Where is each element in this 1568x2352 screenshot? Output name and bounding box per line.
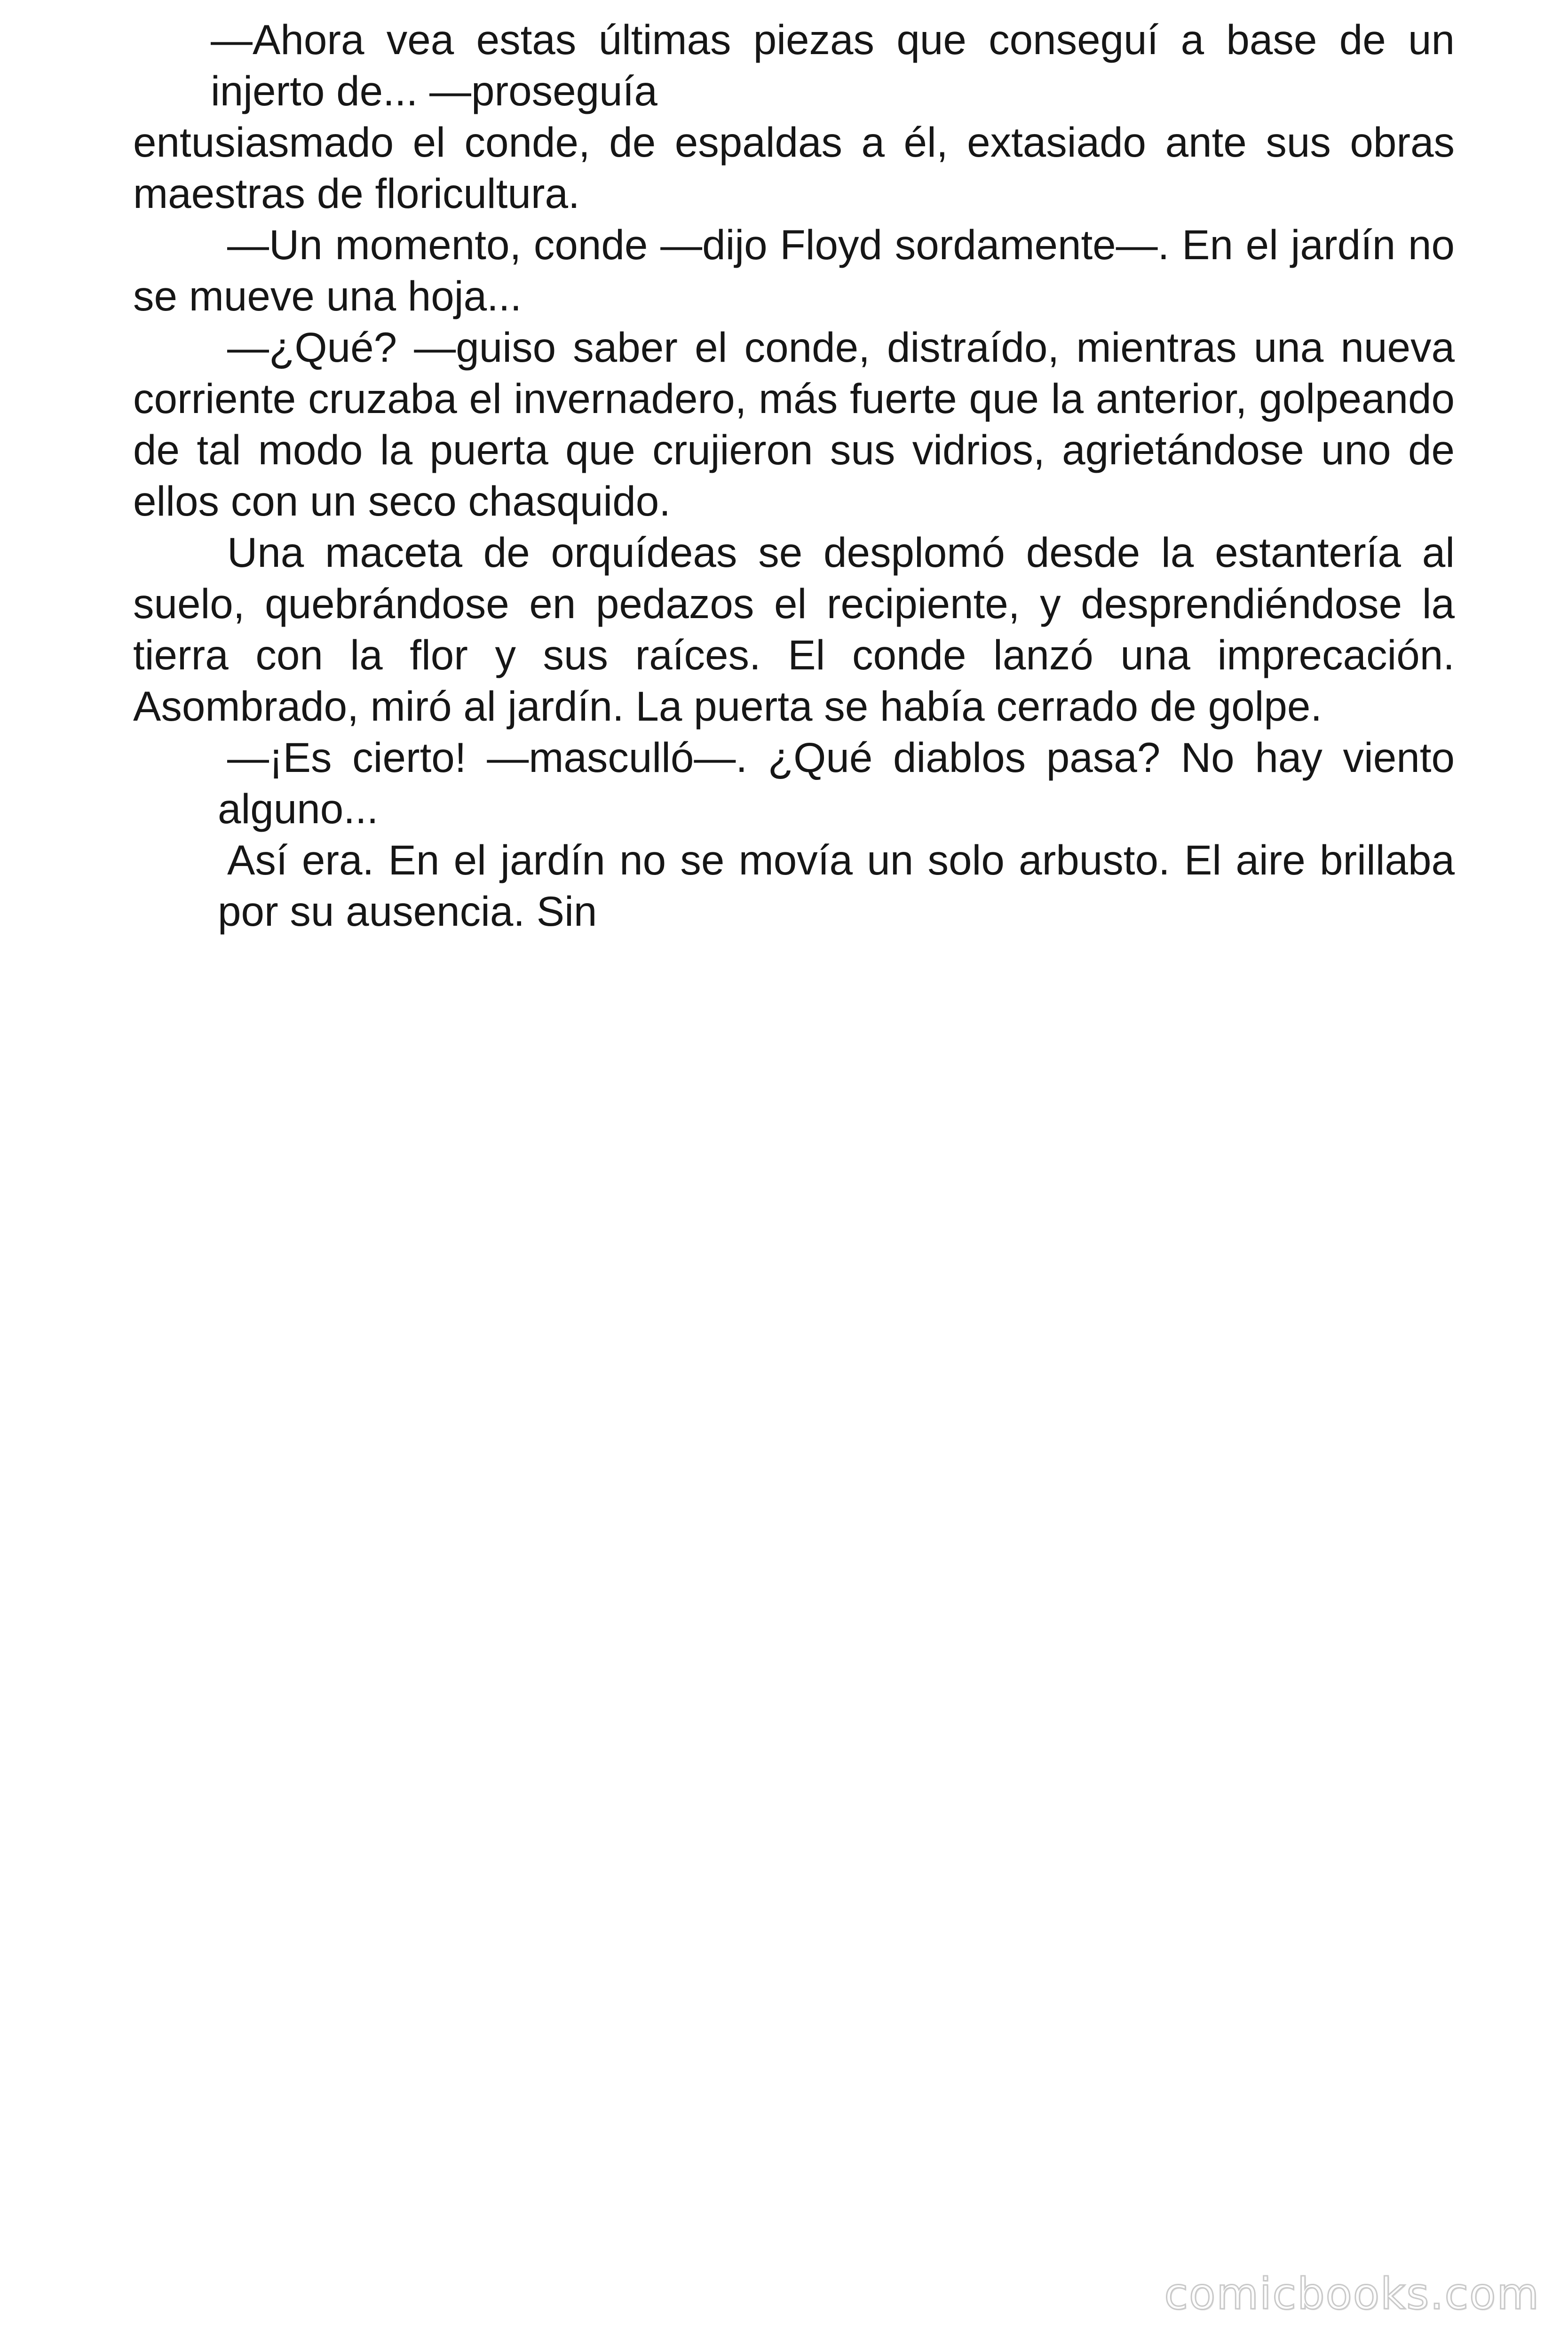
paragraph-5: Una maceta de orquídeas se desplomó desde la estantería al suelo, quebrándose en pedazos el recipiente, y desprendiéndose la tierra con la flor y sus raíces. El conde lanzó una imprecación. Asombrado, miró al jardín. La puerta se había cerrado de golpe. [133,529,1455,730]
paragraph-3: —Un momento, conde —dijo Floyd sordamente—. En el jardín no se mueve una hoja... [133,221,1455,319]
paragraph-2: entusiasmado el conde, de espaldas a él, extasiado ante sus obras maestras de floricultura. [133,119,1455,217]
paragraph-7: Así era. En el jardín no se movía un solo arbusto. El aire brillaba por su ausencia. Sin [218,836,1455,935]
paragraph-1: —Ahora vea estas últimas piezas que conseguí a base de un injerto de... —proseguía [211,16,1455,114]
watermark-logo: comicbooks.com [1164,2269,1540,2319]
paragraph-6: —¡Es cierto! —masculló—. ¿Qué diablos pasa? No hay viento alguno... [218,734,1455,832]
body-text [133,14,1455,937]
paragraph-4: —¿Qué? —guiso saber el conde, distraído, mientras una nueva corriente cruzaba el invernadero, más fuerte que la anterior, golpeando de tal modo la puerta que crujieron sus vidrios, agrietándose uno de ellos con un seco chasquido. [133,324,1455,524]
